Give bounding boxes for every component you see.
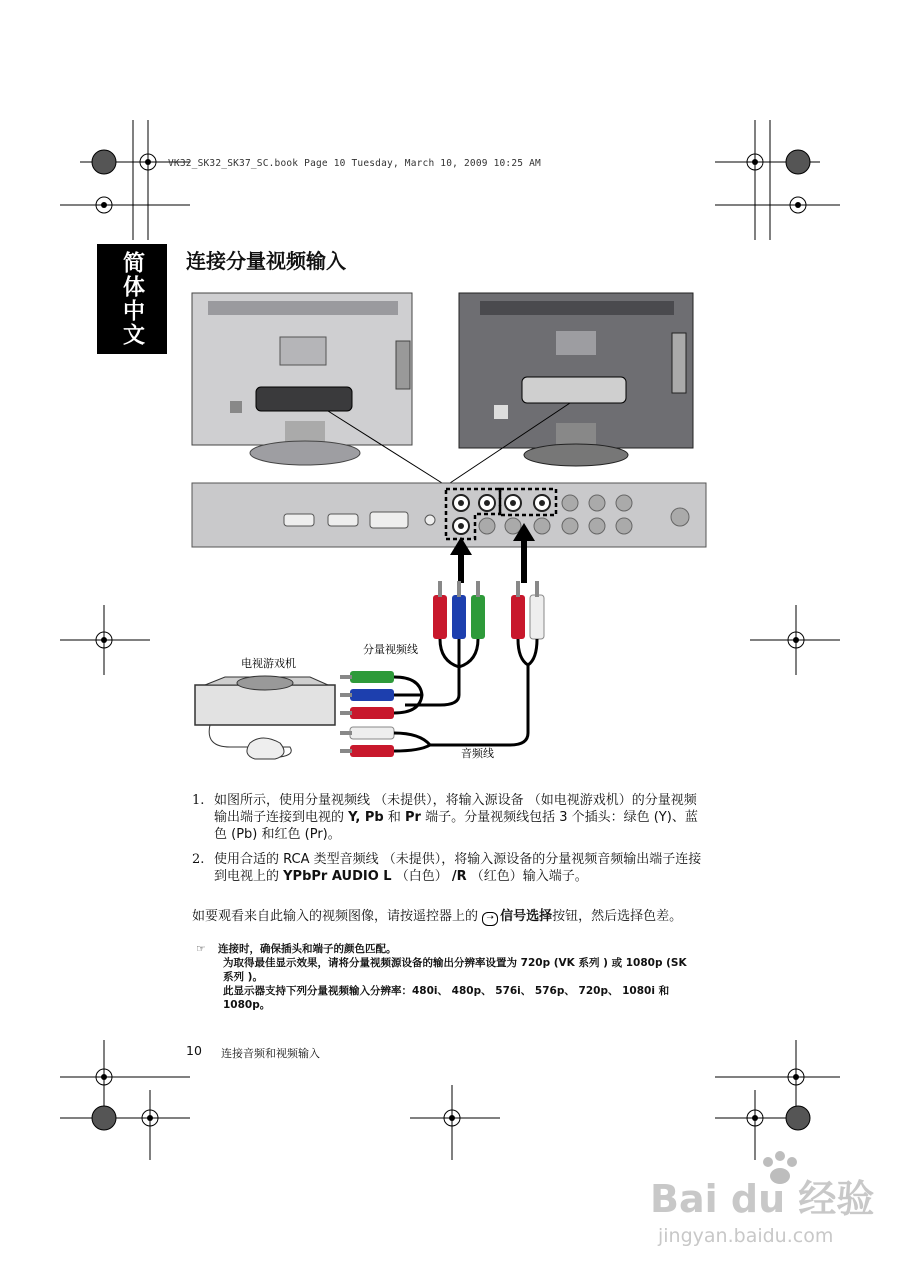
input-panel <box>192 483 706 547</box>
step-1: 1. 如图所示，使用分量视频线 （未提供），将输入源设备 （如电视游戏机）的分量视频输出端子连接到电视的 Y, Pb 和 Pr 端子。分量视频线包括 3 个插头：绿色 (Y)、蓝色 (Pb) 和红色 (Pr)。 <box>192 793 698 842</box>
audio-plugs-top <box>511 581 544 639</box>
note-line-1: ☞ 连接时，确保插头和端子的颜色匹配。 <box>196 943 397 955</box>
page-title: 连接分量视频输入 <box>186 249 346 273</box>
component-plugs-bottom <box>340 671 430 757</box>
note-line-3: 此显示器支持下列分量视频输入分辨率：480i、 480p、 576i、 576p、 720p、 1080i 和 1080p。 <box>223 985 670 1011</box>
tv-back-large <box>459 293 693 466</box>
instruction-steps <box>192 792 702 893</box>
watermark-url: jingyan.baidu.com <box>658 1225 834 1247</box>
component-plugs-top <box>433 581 485 639</box>
page-number: 10 <box>186 1043 202 1058</box>
footer-section: 连接音频和视频输入 <box>221 1047 320 1060</box>
step-2: 2. 使用合适的 RCA 类型音频线 （未提供），将输入源设备的分量视频音频输出端子连接到电视上的 YPbPr AUDIO L （白色） /R （红色）输入端子。 <box>192 852 702 884</box>
connection-diagram <box>150 285 720 765</box>
game-console-icon <box>195 676 335 759</box>
header-meta: VK32_SK32_SK37_SC.book Page 10 Tuesday, March 10, 2009 10:25 AM <box>168 158 541 169</box>
notes <box>196 942 696 1012</box>
language-tab-label: 简体中文 <box>119 251 145 347</box>
note-line-2: 为取得最佳显示效果，请将分量视频源设备的输出分辨率设置为 720p (VK 系列 ) 或 1080p (SK 系列 )。 <box>223 957 687 983</box>
usage-paragraph: 如要观看来自此输入的视频图像，请按遥控器上的 ➝ 信号选择按钮，然后选择色差。 <box>192 909 683 924</box>
audio-cable-label: 音频线 <box>461 747 494 760</box>
component-cable-label: 分量视频线 <box>363 643 418 656</box>
tv-back-small <box>192 293 412 465</box>
input-source-icon: ➝ <box>482 912 498 926</box>
watermark-brand: Bai du 经验 <box>650 1177 875 1221</box>
console-label: 电视游戏机 <box>241 657 296 670</box>
baidu-watermark <box>650 1150 880 1250</box>
pointing-hand-icon: ☞ <box>196 943 206 955</box>
